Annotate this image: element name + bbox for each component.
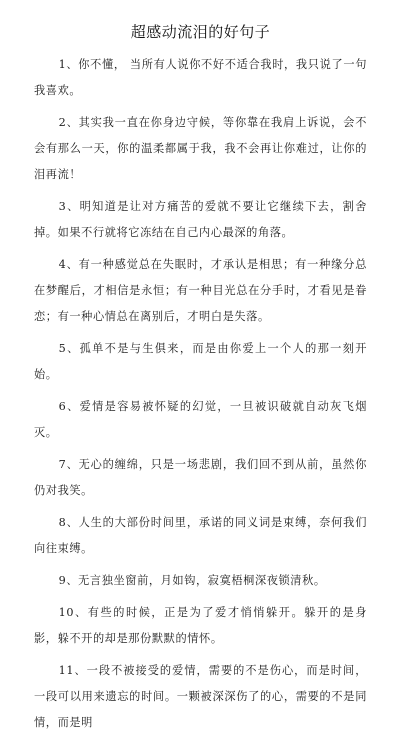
sentence-4: 4、有一种感觉总在失眠时，才承认是相思；有一种缘分总在梦醒后，才相信是永恒；有一种目光总在分手时，才看见是眷恋；有一种心情总在离别后，才明白是失落。 — [34, 258, 367, 323]
sentence-1: 1、你不懂， 当所有人说你不好不适合我时，我只说了一句我喜欢。 — [34, 58, 367, 97]
sentence-3: 3、明知道是让对方痛苦的爱就不要让它继续下去，割舍掉。如果不行就将它冻结在自己内心最深的角落。 — [34, 200, 367, 239]
sentence-2: 2、其实我一直在你身边守候，等你靠在我肩上诉说，会不会有那么一天，你的温柔都属于我，我不会再让你难过，让你的泪再流！ — [34, 116, 367, 181]
sentence-9: 9、无言独坐窗前，月如钩，寂寞梧桐深夜锁清秋。 — [58, 574, 326, 587]
page-title: 超感动流泪的好句子 — [130, 23, 271, 41]
sentence-11: 11、一段不被接受的爱情，需要的不是伤心，而是时间，一段可以用来遗忘的时间。一颗被深深伤了的心，需要的不是同情，而是明 — [34, 664, 367, 729]
sentence-8: 8、人生的大部份时间里，承诺的同义词是束缚，奈何我们向往束缚。 — [34, 516, 367, 555]
sentence-5: 5、孤单不是与生俱来，而是由你爱上一个人的那一刻开始。 — [34, 342, 367, 381]
sentence-7: 7、无心的缠绵，只是一场悲剧，我们回不到从前，虽然你仍对我笑。 — [34, 458, 367, 497]
sentence-6: 6、爱情是容易被怀疑的幻觉，一旦被识破就自动灰飞烟灭。 — [34, 400, 367, 439]
sentence-10: 10、有些的时候，正是为了爱才悄悄躲开。躲开的是身影，躲不开的却是那份默默的情怀。 — [34, 606, 367, 645]
